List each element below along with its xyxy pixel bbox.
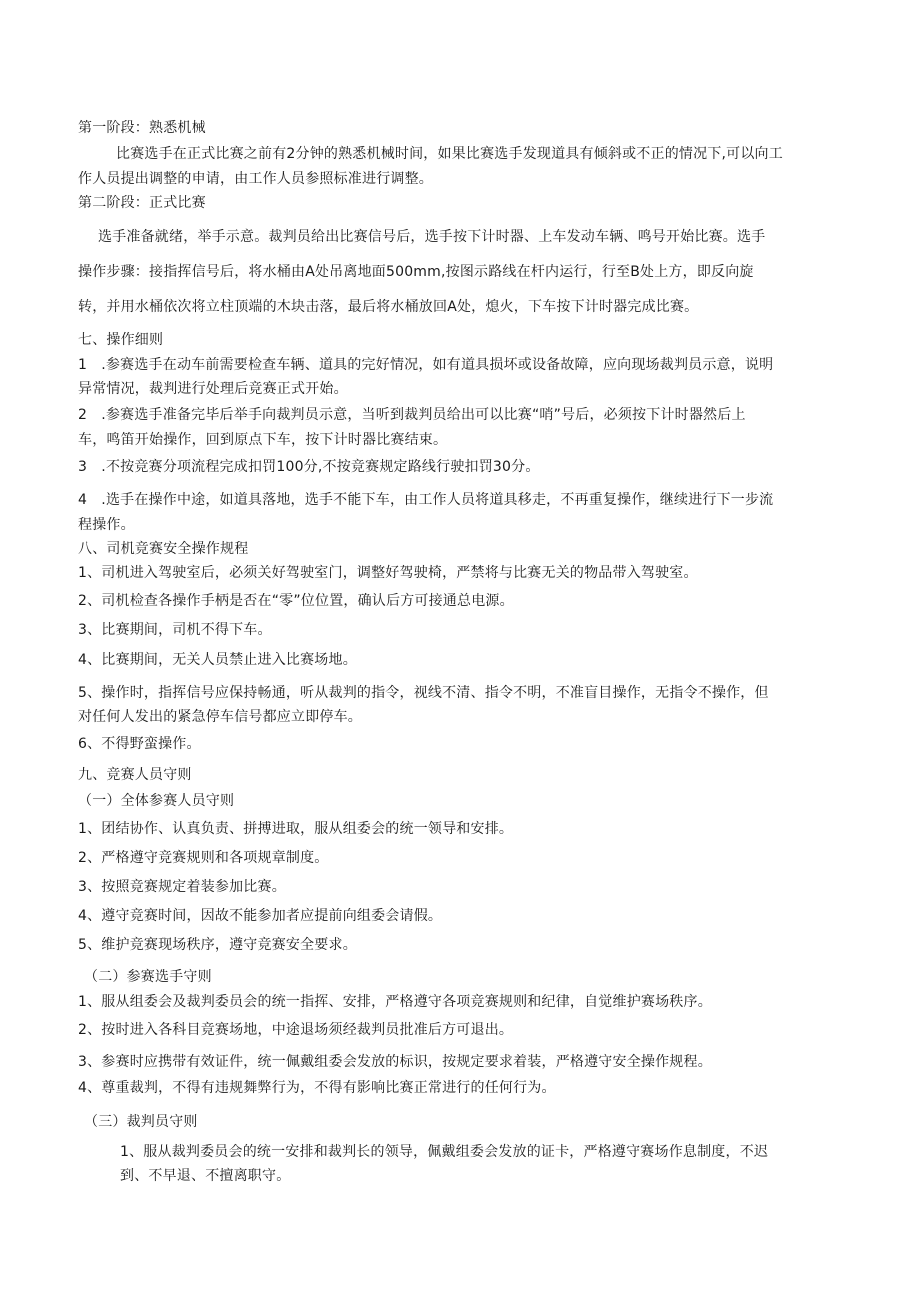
rule-8-4: 4、比赛期间，无关人员禁止进入比赛场地。 [78, 652, 357, 668]
subsection-9-1-heading: （一）全体参赛人员守则 [78, 793, 235, 809]
rule-8-5-line2: 对任何人发出的紧急停车信号都应立即停车。 [78, 709, 362, 725]
rule-9-2-1: 1、服从组委会及裁判委员会的统一指挥、安排，严格遵守各项竞赛规则和纪律，自觉维护赛场秩序。 [78, 994, 712, 1010]
rule-7-1-line2: 异常情况，裁判进行处理后竞赛正式开始。 [78, 381, 348, 397]
stage1-paragraph-line2: 作人员提出调整的申请，由工作人员参照标准进行调整。 [78, 171, 433, 187]
section-8-heading: 八、司机竞赛安全操作规程 [78, 541, 249, 557]
rule-8-6: 6、不得野蛮操作。 [78, 736, 201, 752]
rule-9-1-3: 3、按照竞赛规定着装参加比赛。 [78, 879, 286, 895]
rule-7-4-line1: 4 .选手在操作中途，如道具落地，选手不能下车，由工作人员将道具移走，不再重复操作，继续进行下一步流 [78, 492, 774, 508]
rule-7-2-line1: 2 .参赛选手准备完毕后举手向裁判员示意，当听到裁判员给出可以比赛“哨”号后，必须按下计时器然后上 [78, 407, 746, 423]
rule-9-2-2: 2、按时进入各科目竞赛场地，中途退场须经裁判员批准后方可退出。 [78, 1022, 514, 1038]
stage2-paragraph-line1: 选手准备就绪，举手示意。裁判员给出比赛信号后，选手按下计时器、上车发动车辆、鸣号开始比赛。选手 [98, 229, 766, 245]
rule-9-1-4: 4、遵守竞赛时间，因故不能参加者应提前向组委会请假。 [78, 908, 443, 924]
rule-7-4-line2: 程操作。 [78, 517, 135, 533]
rule-9-2-3: 3、参赛时应携带有效证件，统一佩戴组委会发放的标识，按规定要求着装，严格遵守安全操作规程。 [78, 1054, 712, 1070]
rule-8-1: 1、司机进入驾驶室后，必须关好驾驶室门，调整好驾驶椅，严禁将与比赛无关的物品带入驾驶室。 [78, 565, 698, 581]
stage1-paragraph-line1: 比赛选手在正式比赛之前有2分钟的熟悉机械时间，如果比赛选手发现道具有倾斜或不正的情况下,可以向工 [116, 146, 783, 162]
rule-8-2: 2、司机检查各操作手柄是否在“零”位位置，确认后方可接通总电源。 [78, 593, 514, 609]
stage2-paragraph-line3: 转，并用水桶依次将立柱顶端的木块击落，最后将水桶放回A处，熄火，下车按下计时器完成比赛。 [78, 299, 699, 315]
rule-7-1-line1: 1 .参赛选手在动车前需要检查车辆、道具的完好情况，如有道具损坏或设备故障，应向现场裁判员示意，说明 [78, 357, 774, 373]
subsection-9-3-heading: （三）裁判员守则 [84, 1114, 198, 1130]
rule-7-2-line2: 车，鸣笛开始操作，回到原点下车，按下计时器比赛结束。 [78, 432, 448, 448]
rule-7-3: 3 .不按竞赛分项流程完成扣罚100分,不按竞赛规定路线行驶扣罚30分。 [78, 459, 540, 475]
stage2-heading: 第二阶段：正式比赛 [78, 195, 206, 211]
subsection-9-2-heading: （二）参赛选手守则 [84, 969, 212, 985]
section-9-heading: 九、竞赛人员守则 [78, 767, 192, 783]
rule-9-1-2: 2、严格遵守竞赛规则和各项规章制度。 [78, 850, 329, 866]
rule-9-1-1: 1、团结协作、认真负责、拼搏进取，服从组委会的统一领导和安排。 [78, 821, 514, 837]
rule-9-1-5: 5、维护竞赛现场秩序，遵守竞赛安全要求。 [78, 937, 357, 953]
stage1-heading: 第一阶段：熟悉机械 [78, 120, 206, 136]
rule-9-3-1-line2: 到、不早退、不擅离职守。 [120, 1168, 291, 1184]
rule-8-5-line1: 5、操作时，指挥信号应保持畅通，听从裁判的指令，视线不清、指令不明，不准盲目操作，无指令不操作，但 [78, 685, 769, 701]
section-7-heading: 七、操作细则 [78, 332, 164, 348]
stage2-paragraph-line2: 操作步骤：接指挥信号后，将水桶由A处吊离地面500mm,按图示路线在杆内运行，行至B处上方，即反向旋 [78, 264, 754, 280]
rule-9-2-4: 4、尊重裁判，不得有违规舞弊行为，不得有影响比赛正常进行的任何行为。 [78, 1080, 556, 1096]
rule-9-3-1-line1: 1、服从裁判委员会的统一安排和裁判长的领导，佩戴组委会发放的证卡，严格遵守赛场作息制度，不迟 [120, 1144, 769, 1160]
rule-8-3: 3、比赛期间，司机不得下车。 [78, 622, 272, 638]
